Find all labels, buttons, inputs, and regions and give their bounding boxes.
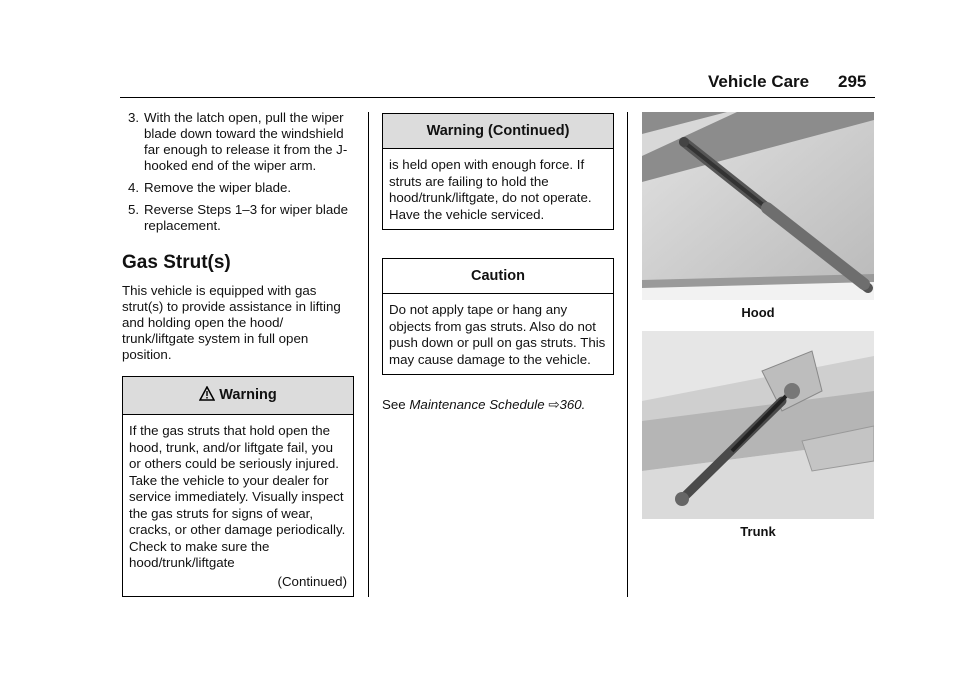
hood-strut-image <box>642 112 874 300</box>
caution-body: Do not apply tape or hang any objects from gas struts. Also do not push down or pull on gas struts. This may cause damage to the vehicle. <box>389 302 606 367</box>
warning-text: If the gas struts that hold open the hood, trunk, and/or liftgate fail, you or others could be seriously injured. Take the vehicle to your dealer for service immediately. Visually inspect the gas struts for signs of wear, cracks, or other damage periodically. Check to make sure the hood/trunk/liftgate <box>129 423 346 570</box>
warning-body <box>123 415 353 596</box>
page-ref[interactable]: 360. <box>559 397 586 412</box>
continued-label: (Continued) <box>277 573 347 589</box>
page-number: 295 <box>838 72 867 91</box>
column-1 <box>122 110 354 597</box>
step-number: 4. <box>128 180 140 195</box>
step-number: 5. <box>128 202 140 217</box>
page-ref-icon: ⇨ <box>548 397 560 412</box>
warning-continued-body: is held open with enough force. If struts are failing to hold the hood/trunk/liftgate, do not operate. Have the vehicle serviced. <box>389 157 592 222</box>
column-divider <box>627 112 628 597</box>
step-4 <box>122 180 354 196</box>
caution-box <box>382 258 614 375</box>
step-5 <box>122 202 354 234</box>
warning-triangle-icon <box>199 386 215 405</box>
step-text: With the latch open, pull the wiper blade down toward the windshield far enough to release it from the J-hooked end of the wiper arm. <box>144 110 348 173</box>
column-2 <box>382 113 614 413</box>
trunk-strut-image <box>642 331 874 519</box>
step-text: Reverse Steps 1–3 for wiper blade replacement. <box>144 202 348 233</box>
trunk-caption: Trunk <box>740 524 776 539</box>
header-title: Vehicle Care <box>708 72 810 91</box>
maintenance-schedule-link[interactable]: Maintenance Schedule <box>409 397 545 412</box>
warning-header <box>123 377 353 415</box>
see-also <box>382 397 614 413</box>
header-rule <box>120 97 875 98</box>
warning-continued-box <box>382 113 614 230</box>
warning-title: Warning <box>219 387 277 403</box>
step-number: 3. <box>128 110 140 125</box>
hood-caption: Hood <box>741 305 775 320</box>
see-prefix: See <box>382 397 410 412</box>
caution-header: Caution <box>383 259 613 294</box>
section-heading: Gas Strut(s) <box>122 252 231 273</box>
section-intro: This vehicle is equipped with gas strut(s) to provide assistance in lifting and holding open the hood/ trunk/liftgate system in full open position. <box>122 283 341 362</box>
step-3 <box>122 110 354 174</box>
warning-box <box>122 376 354 597</box>
warning-continued-header: Warning (Continued) <box>383 114 613 149</box>
step-text: Remove the wiper blade. <box>144 180 292 195</box>
column-divider <box>368 112 369 597</box>
